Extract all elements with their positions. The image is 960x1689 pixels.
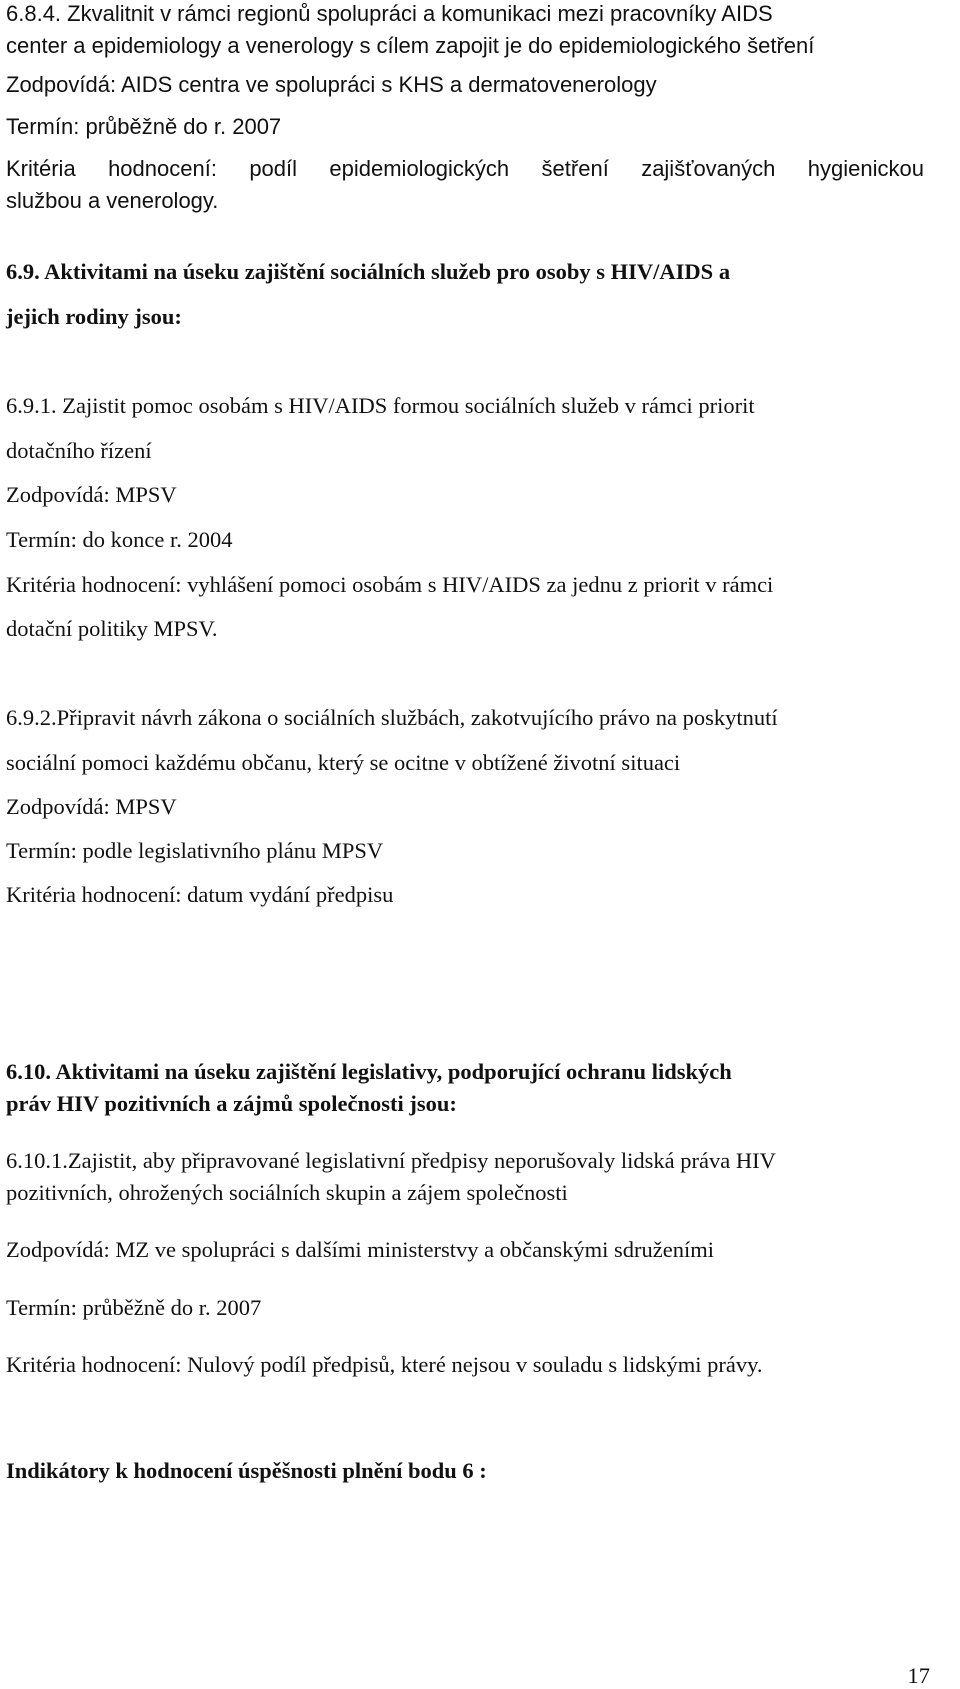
item-6-9-2-title-cont: sociální pomoci každému občanu, který se ocitne v obtížené životní situaci xyxy=(6,750,681,775)
item-6-9-1-criteria: Kritéria hodnocení: vyhlášení pomoci osobám s HIV/AIDS za jednu z priorit v rámci xyxy=(6,572,774,597)
item-6-8-4-title-cont: center a epidemiology a venerology s cílem zapojit je do epidemiologického šetření xyxy=(6,33,815,58)
section-6-10-heading-cont: práv HIV pozitivních a zájmů společnosti jsou: xyxy=(6,1091,457,1116)
criteria-word: hodnocení: xyxy=(108,156,217,181)
item-6-10-1-title: 6.10.1.Zajistit, aby připravované legislativní předpisy neporušovaly lidská práva HIV xyxy=(6,1148,776,1173)
criteria-word: Kritéria xyxy=(6,156,76,181)
section-6-9-heading: 6.9. Aktivitami na úseku zajištění sociálních služeb pro osoby s HIV/AIDS a xyxy=(6,259,731,284)
item-6-10-1-deadline: Termín: průběžně do r. 2007 xyxy=(6,1295,262,1320)
section-6-10-heading: 6.10. Aktivitami na úseku zajištění legislativy, podporující ochranu lidských xyxy=(6,1059,732,1084)
item-6-8-4-criteria xyxy=(6,156,924,182)
item-6-9-1-title-cont: dotačního řízení xyxy=(6,438,152,463)
item-6-8-4-deadline: Termín: průběžně do r. 2007 xyxy=(6,114,282,139)
criteria-word: hygienickou xyxy=(807,156,924,181)
criteria-word: šetření xyxy=(541,156,609,181)
criteria-word: epidemiologických xyxy=(329,156,510,181)
indicators-heading: Indikátory k hodnocení úspěšnosti plnění bodu 6 : xyxy=(6,1458,487,1483)
criteria-word: podíl xyxy=(249,156,298,181)
item-6-10-1-responsible: Zodpovídá: MZ ve spolupráci s dalšími ministerstvy a občanskými sdruženími xyxy=(6,1237,715,1262)
item-6-9-2-responsible: Zodpovídá: MPSV xyxy=(6,794,177,819)
item-6-9-1-title: 6.9.1. Zajistit pomoc osobám s HIV/AIDS formou sociálních služeb v rámci priorit xyxy=(6,393,755,418)
page-number: 17 xyxy=(907,1662,930,1688)
item-6-9-1-criteria-cont: dotační politiky MPSV. xyxy=(6,616,218,641)
item-6-9-1-responsible: Zodpovídá: MPSV xyxy=(6,482,177,507)
item-6-8-4-criteria-cont: službou a venerology. xyxy=(6,188,219,213)
item-6-10-1-criteria: Kritéria hodnocení: Nulový podíl předpisů, které nejsou v souladu s lidskými právy. xyxy=(6,1352,763,1377)
item-6-9-2-criteria: Kritéria hodnocení: datum vydání předpisu xyxy=(6,882,394,907)
criteria-word: zajišťovaných xyxy=(641,156,776,181)
item-6-8-4-title: 6.8.4. Zkvalitnit v rámci regionů spolupráci a komunikaci mezi pracovníky AIDS xyxy=(6,1,773,26)
item-6-9-2-title: 6.9.2.Připravit návrh zákona o sociálních službách, zakotvujícího právo na poskytnutí xyxy=(6,705,778,730)
item-6-9-2-deadline: Termín: podle legislativního plánu MPSV xyxy=(6,838,384,863)
item-6-8-4-responsible: Zodpovídá: AIDS centra ve spolupráci s KHS a dermatovenerology xyxy=(6,72,657,97)
item-6-9-1-deadline: Termín: do konce r. 2004 xyxy=(6,527,233,552)
section-6-9-heading-cont: jejich rodiny jsou: xyxy=(6,304,182,329)
item-6-10-1-title-cont: pozitivních, ohrožených sociálních skupin a zájem společnosti xyxy=(6,1180,568,1205)
